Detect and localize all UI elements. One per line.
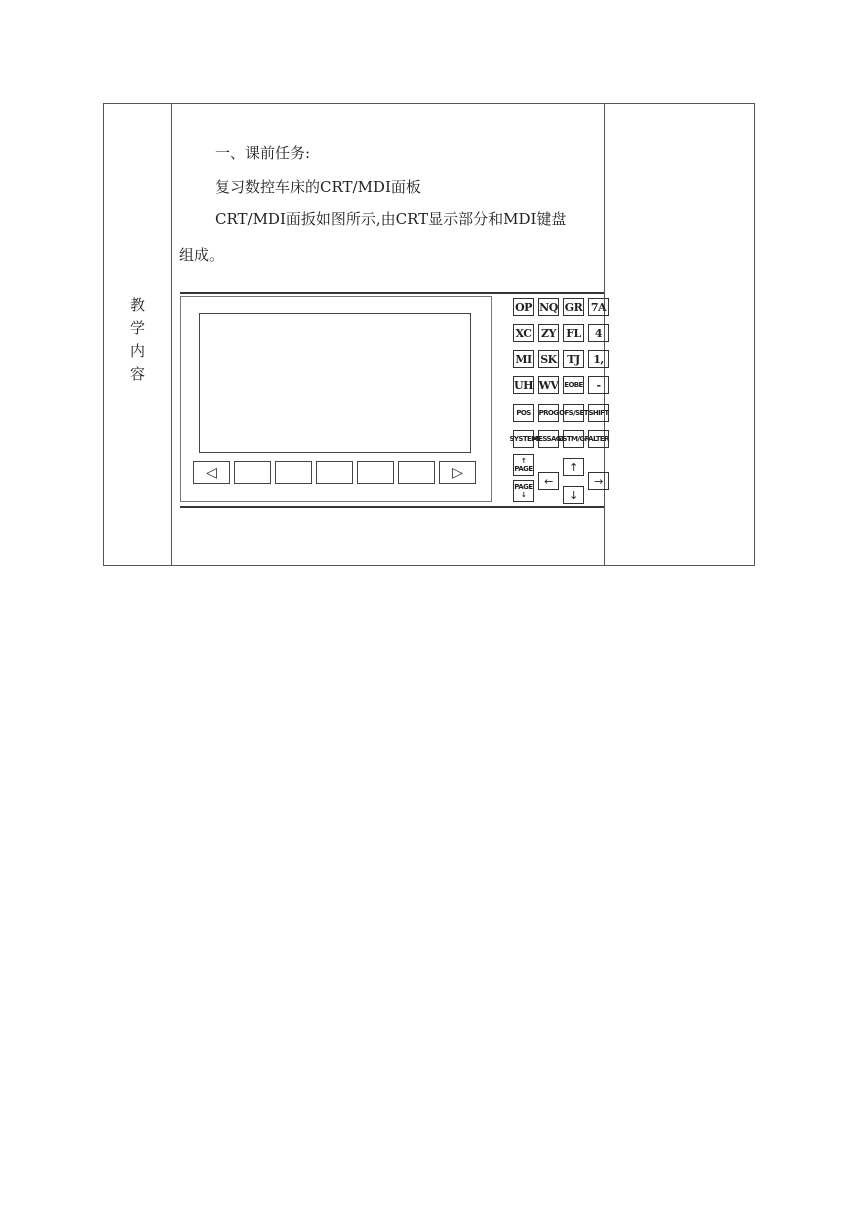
key-7a: 7A <box>588 298 609 316</box>
task-heading: 一、课前任务: <box>215 144 311 162</box>
side-label-teaching-content <box>104 294 171 386</box>
softkey-left-arrow: ◁ <box>193 461 230 484</box>
key-prog: PROG <box>538 404 559 422</box>
softkey <box>398 461 435 484</box>
key-ofs-set: OFS/SET <box>563 404 584 422</box>
key-page-down <box>513 480 534 502</box>
lesson-table <box>103 103 755 566</box>
key-wv: WV <box>538 376 559 394</box>
key-minus: - <box>588 376 609 394</box>
arrow-up-icon: ↑ <box>520 457 527 465</box>
softkey-right-arrow: ▷ <box>439 461 476 484</box>
cursor-left-key: ← <box>538 472 559 490</box>
figure-bottom-rule <box>180 506 604 508</box>
crt-mdi-panel-figure <box>180 290 609 510</box>
task-subheading: 复习数控车床的CRT/MDI面板 <box>215 178 421 196</box>
arrow-down-icon: ↓ <box>520 491 527 499</box>
softkey <box>234 461 271 484</box>
side-label-char: 内 <box>129 342 145 360</box>
key-xc: XC <box>513 324 534 342</box>
key-pos: POS <box>513 404 534 422</box>
side-label-char: 学 <box>129 319 145 337</box>
key-mi: MI <box>513 350 534 368</box>
key-4: 4 <box>588 324 609 342</box>
key-message: MESSAGE <box>538 430 559 448</box>
key-cstm-gr: CSTM/GR <box>563 430 584 448</box>
crt-screen <box>199 313 471 453</box>
page-up-label: PAGE <box>514 465 533 473</box>
key-uh: UH <box>513 376 534 394</box>
mdi-keypad <box>509 296 613 506</box>
key-alter: ALTER <box>588 430 609 448</box>
key-eob: EOBE <box>563 376 584 394</box>
content-cell <box>172 104 609 565</box>
side-label-char: 教 <box>129 296 145 314</box>
softkey <box>316 461 353 484</box>
key-tj: TJ <box>563 350 584 368</box>
side-label-char: 容 <box>129 365 145 383</box>
cursor-right-key: → <box>588 472 609 490</box>
softkey <box>357 461 394 484</box>
cursor-up-key: ↑ <box>563 458 584 476</box>
key-zy: ZY <box>538 324 559 342</box>
key-fl: FL <box>563 324 584 342</box>
body-text-continued: 组成。 <box>179 246 225 264</box>
crt-display-unit <box>180 296 492 502</box>
key-system: SYSTEM <box>513 430 534 448</box>
key-page-up <box>513 454 534 476</box>
key-gr: GR <box>563 298 584 316</box>
key-shift: SHIFT <box>588 404 609 422</box>
cursor-down-key: ↓ <box>563 486 584 504</box>
key-nq: NQ <box>538 298 559 316</box>
key-1: 1, <box>588 350 609 368</box>
body-text: CRT/MDI面扳如图所示,由CRT显示部分和MDI键盘 <box>215 210 567 228</box>
key-sk: SK <box>538 350 559 368</box>
key-op: OP <box>513 298 534 316</box>
figure-top-rule <box>180 292 604 294</box>
page-down-label: PAGE <box>514 483 533 491</box>
softkey <box>275 461 312 484</box>
softkey-row <box>193 461 476 484</box>
